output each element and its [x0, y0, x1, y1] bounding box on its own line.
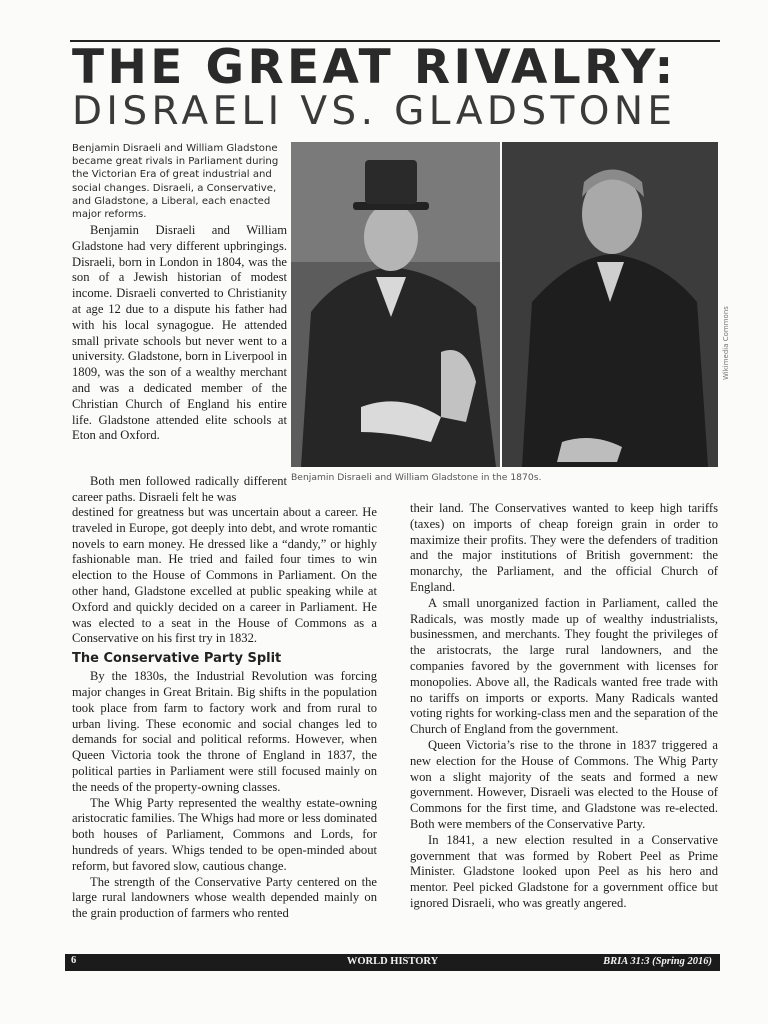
article-title: THE GREAT RIVALRY: [72, 40, 677, 95]
body-paragraph: By the 1830s, the Industrial Revolution was forcing major changes in Great Britain. Big shifts in the population took place from farm to factory work and from rural to urban living. These economic and social changes led to demands for social and political reforms. However, when Queen Victoria took the throne of England in 1837, the political parties in Parliament were still focused mainly on the needs of the property-owning classes. [72, 669, 377, 794]
body-paragraph: A small unorganized faction in Parliament, called the Radicals, was mostly made up of wealthy industrialists, businessmen, and merchants. They fought the privileges of the aristocrats, the large rural landowners, and the companies favored by the government with licenses for monopolies. Above all, the Radicals wanted free trade with no tariffs on imports or exports. Many Radicals wanted voting rights for working-class men and the separation of the Church of England from the government. [410, 595, 718, 737]
issue-label: BRIA 31:3 (Spring 2016) [603, 956, 712, 967]
column-left-upper [72, 223, 287, 444]
column-right-lower [410, 501, 718, 912]
publication-name: WORLD HISTORY [346, 956, 439, 967]
body-paragraph: In 1841, a new election resulted in a Conservative government that was formed by Robert Peel as Prime Minister. Gladstone looked upon Peel as his hero and mentor. Peel picked Gladstone for a government office but ignored Disraeli, who was greatly angered. [410, 832, 718, 910]
body-paragraph: Benjamin Disraeli and William Gladstone had very different upbringings. Disraeli, born in London in 1804, was the son of a Jewish historian of modest income. Disraeli converted to Christianity at age 12 due to a dispute his father had with his local synagogue. He attended small private schools but never went to a university. Gladstone, born in Liverpool in 1809, was the son of a wealthy merchant and was a dedicated member of the Christian Church of England his entire life. Gladstone attended elite schools at Eton and Oxford. [72, 223, 287, 443]
article-subtitle: DISRAELI VS. GLADSTONE [72, 89, 677, 134]
photo-credit: Wikimedia Commons [722, 306, 730, 380]
section-heading: The Conservative Party Split [72, 651, 282, 667]
column-left-lower [72, 505, 377, 922]
body-paragraph: The strength of the Conservative Party centered on the large rural landowners whose wealth depended mainly on the grain production of farmers who rented [72, 874, 377, 921]
body-paragraph: Queen Victoria’s rise to the throne in 1837 triggered a new election for the House of Commons. The Whig Party won a slight majority of the seats and formed a new government. However, Disraeli was elected to the House of Commons for the first time, and Gladstone was re-elected. Both were members of the Conservative Party. [410, 737, 718, 831]
page-number: 6 [71, 955, 77, 966]
body-paragraph: their land. The Conservatives wanted to keep high tariffs (taxes) on imports of cheap foreign grain in order to maximize their profits. They were the defenders of tradition and the major institutions of British government: the monarchy, the Parliament, and the official Church of England. [410, 501, 718, 594]
page-footer [65, 954, 720, 971]
body-paragraph: destined for greatness but was uncertain about a career. He traveled in Europe, got deeply into debt, and wrote romantic novels to earn money. He dressed like a “dandy,” or highly fashionable man. He tried and failed four times to win election to the House of Commons in Parliament. On the other hand, Gladstone excelled at public speaking while at Oxford and quickly decided on a career in Parliament. He was elected to a seat in the House of Commons as a Conservative on his first try in 1832. [72, 505, 377, 646]
body-paragraph: The Whig Party represented the wealthy estate-owning aristocratic families. The Whigs had more or less dominated both houses of Parliament, Commons and Lords, for hundreds of years. Whigs tended to be open-minded about reform, but favored slow, cautious change. [72, 795, 377, 873]
disraeli-portrait [291, 142, 500, 467]
column-left-continued [72, 474, 287, 506]
photo-caption: Benjamin Disraeli and William Gladstone in the 1870s. [291, 472, 542, 483]
gladstone-portrait [502, 142, 718, 467]
intro-summary: Benjamin Disraeli and William Gladstone became great rivals in Parliament during the Victorian Era of great industrial and social changes. Disraeli, a Conservative, and Gladstone, a Liberal, each enacted major reforms. [72, 143, 279, 221]
body-paragraph: Both men followed radically different career paths. Disraeli felt he was [72, 474, 287, 504]
